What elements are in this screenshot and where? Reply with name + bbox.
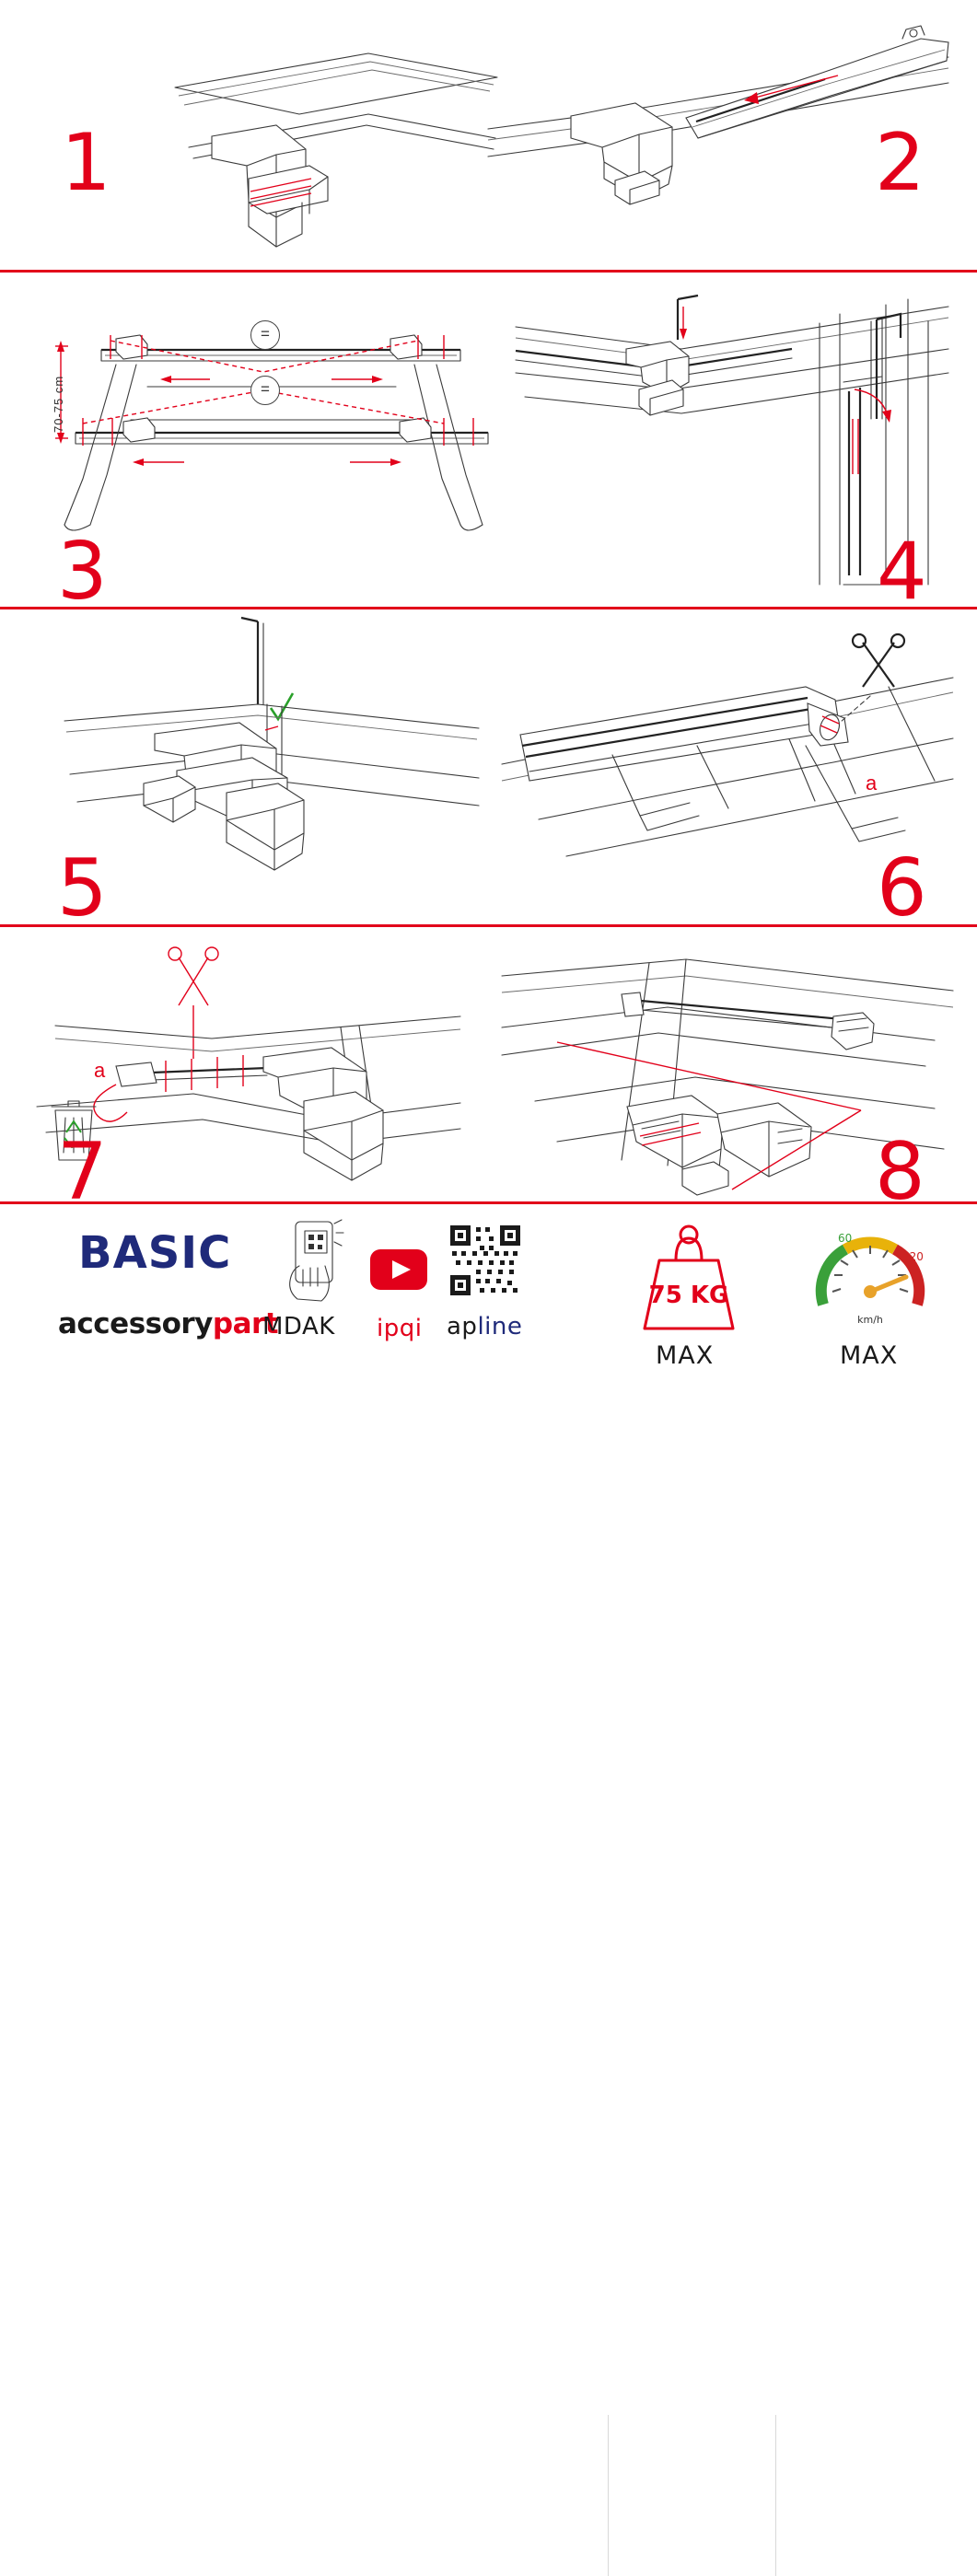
step-number-3: 3 [57,526,106,618]
equal-badge-bottom: = [250,376,280,405]
max-load-caption: MAX [656,1341,715,1370]
max-speed-caption: MAX [840,1341,899,1370]
brand-accessorypart-logo [58,1307,278,1340]
bar-spacing-measurement: 70-75 cm [52,375,65,433]
brand-part-text: part [212,1307,279,1340]
divider-row-2 [0,607,977,609]
footer-divider-1 [608,2415,609,2576]
qr-code-icon[interactable] [448,1224,522,1297]
brand-basic-logo: BASIC [78,1227,232,1279]
step-number-2: 2 [875,117,924,209]
max-load-value-text: 75 KG [648,1282,729,1309]
qr-scan-icon [281,1220,345,1303]
step-number-7: 7 [57,1126,106,1218]
equal-badge-top: = [250,320,280,350]
footer [0,1201,977,1381]
ipqi-label: ipqi [377,1315,423,1342]
brand-accessory-text: accessory [58,1307,213,1340]
apline-ap-text: ap [447,1313,478,1340]
callout-label-a-step7: a [94,1059,106,1082]
divider-row-3 [0,924,977,927]
apline-line-text: line [477,1313,523,1340]
step-5-illustration [46,612,479,888]
callout-label-a-step6: a [866,772,878,795]
step-1-illustration [138,37,497,258]
step-number-1: 1 [61,117,110,209]
gauge-tick-120: 120 [902,1250,924,1263]
gauge-unit-label: km/h [857,1314,883,1326]
mdak-label: MDAK [262,1313,335,1340]
step-number-4: 4 [877,526,925,618]
step-3-illustration [28,295,506,562]
apline-label [447,1313,522,1340]
speedometer-icon [810,1220,930,1335]
gauge-tick-60: 60 [838,1232,853,1245]
youtube-icon[interactable] [370,1249,427,1290]
step-number-5: 5 [57,842,106,934]
divider-row-1 [0,270,977,273]
weight-icon [634,1218,744,1338]
step-number-8: 8 [875,1126,924,1218]
footer-divider-2 [775,2415,776,2576]
step-number-6: 6 [877,842,925,934]
